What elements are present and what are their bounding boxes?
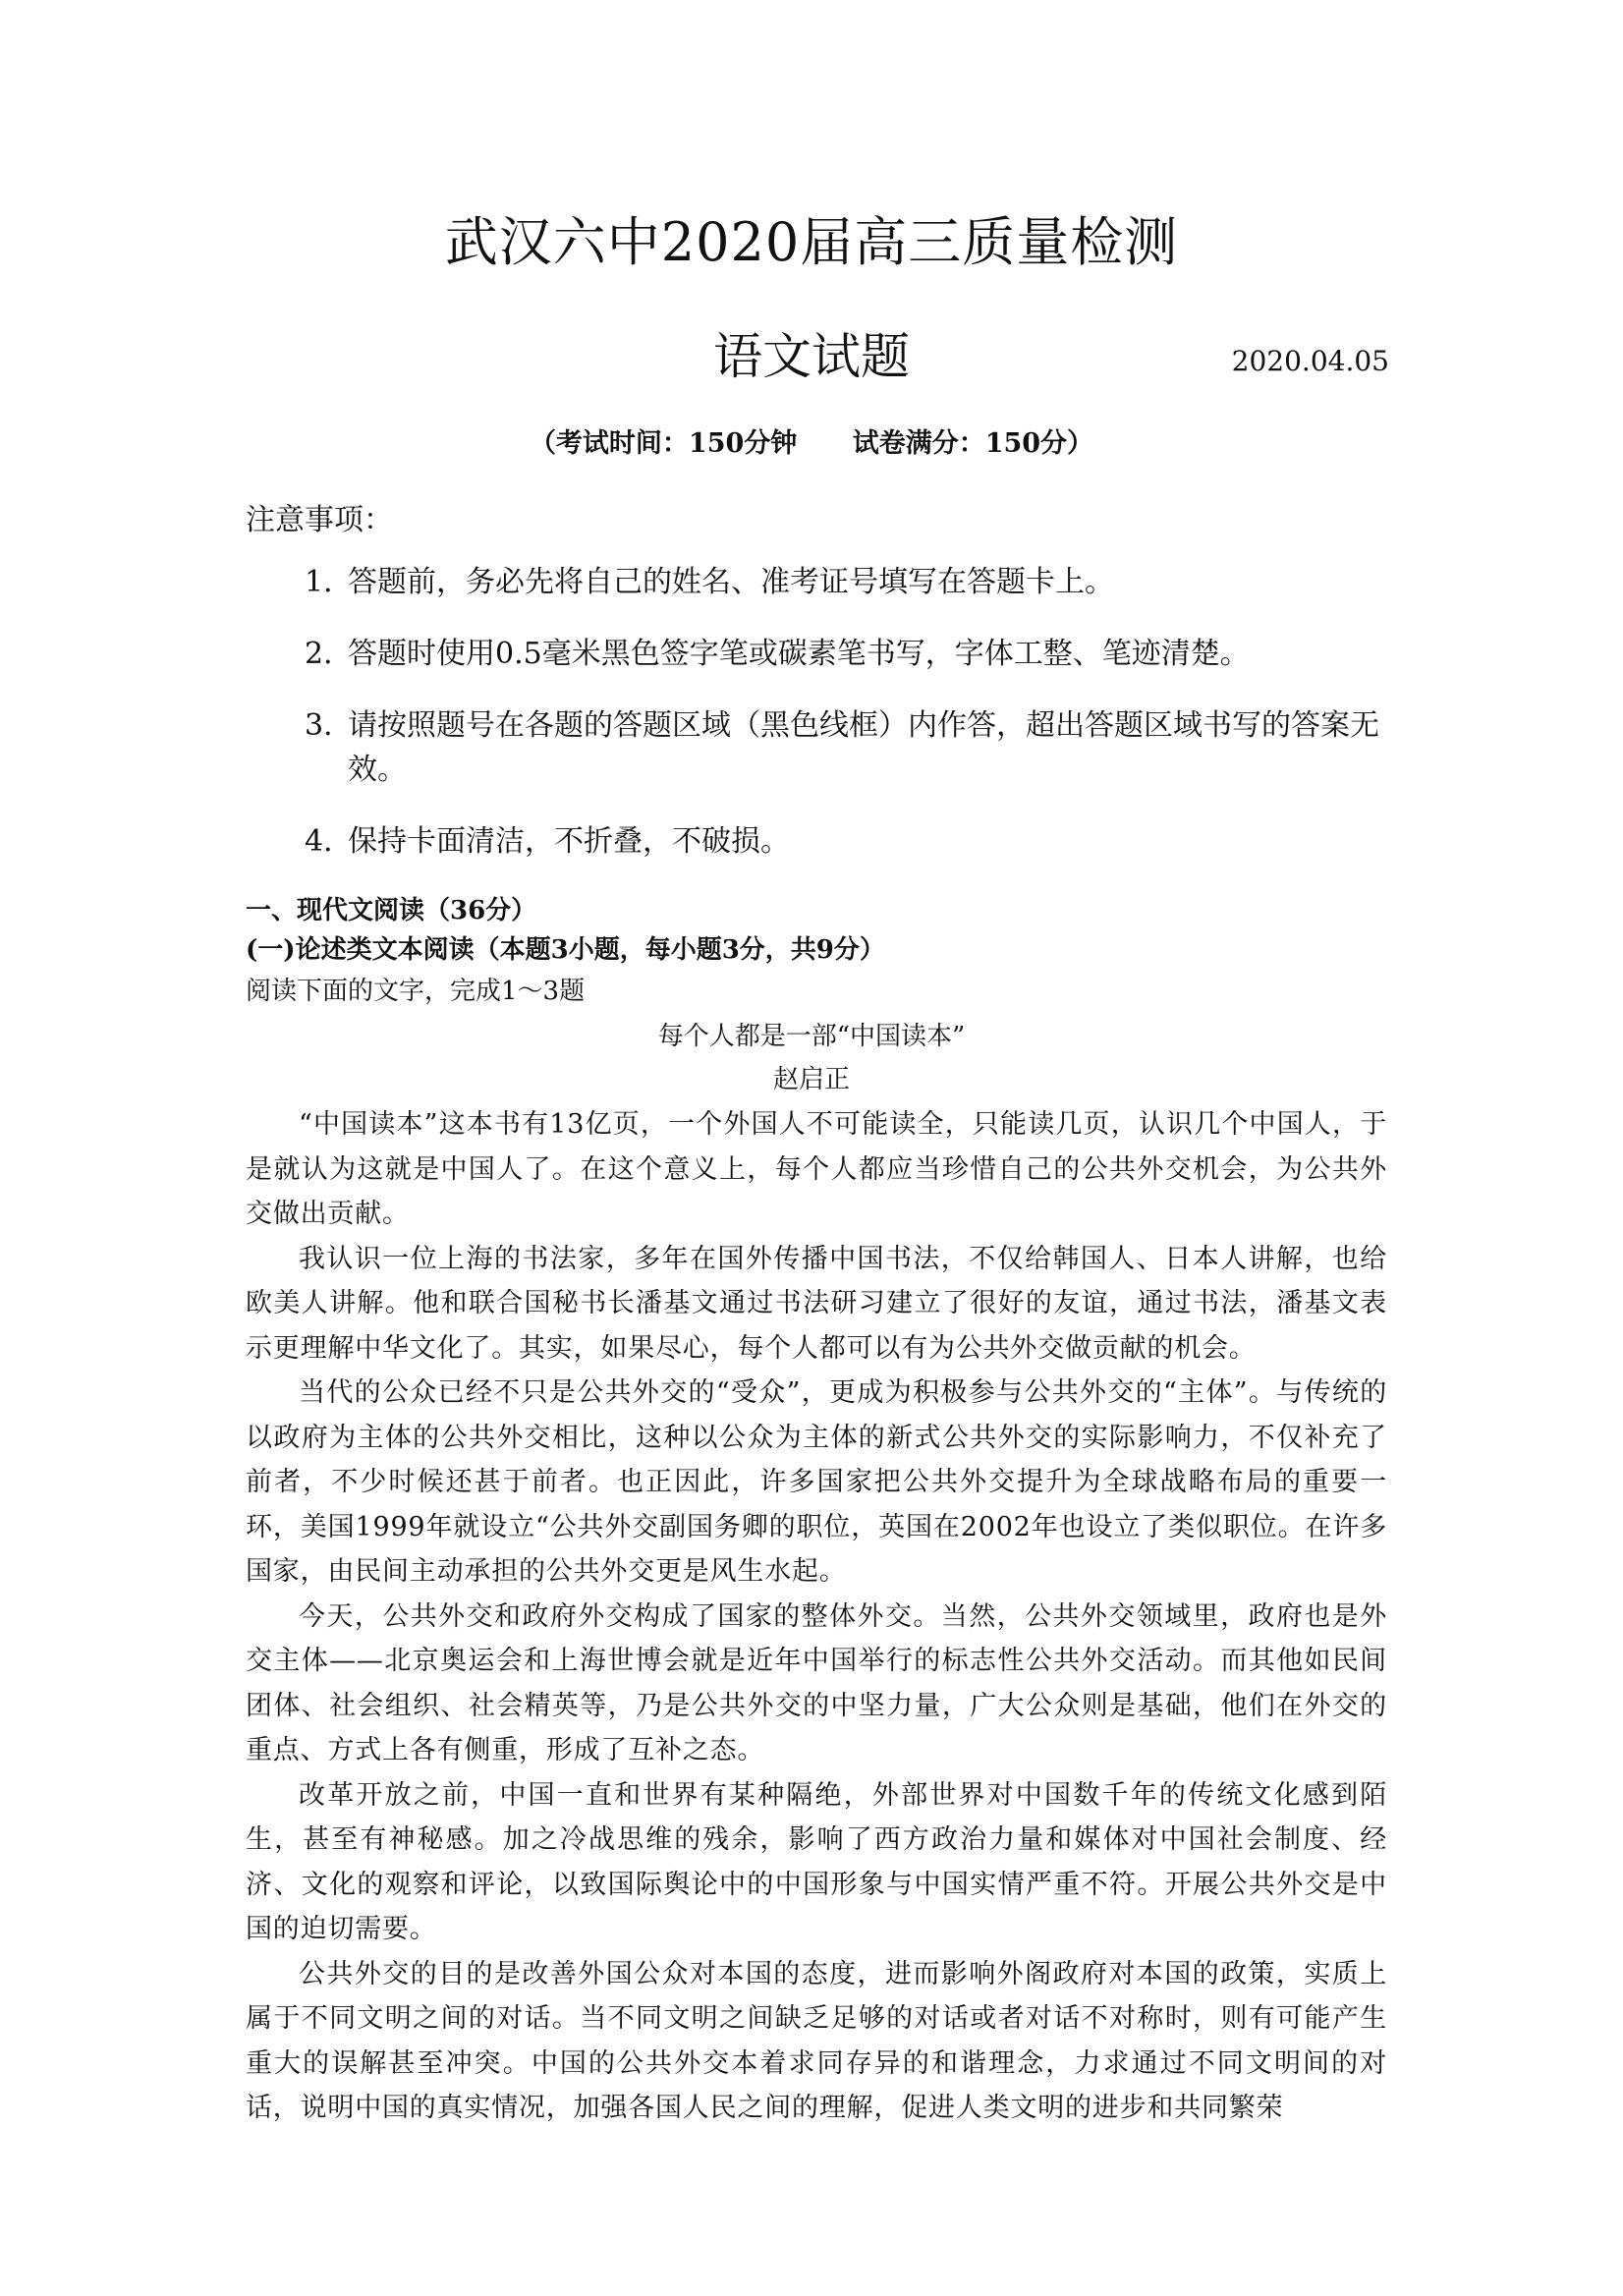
notice-item (305, 703, 1405, 792)
notice-item (305, 632, 1405, 676)
notice-item-number: 3． (305, 708, 354, 743)
section-title: 一、现代文阅读（36分） (246, 896, 537, 925)
exam-title: 武汉六中2020届高三质量检测 (444, 211, 1179, 273)
article-paragraph: 今天，公共外交和政府外交构成了国家的整体外交。当然，公共外交领域里，政府也是外交主体——北京奥运会和上海世博会就是近年中国举行的标志性公共外交活动。而其他如民间团体、社会组织、社会精英等，乃是公共外交的中坚力量，广大公众则是基础，他们在外交的重点、方式上各有侧重，形成了互补之态。 (246, 1600, 1387, 1765)
article-title: 每个人都是一部“中国读本” (657, 1022, 966, 1051)
notice-heading: 注意事项： (246, 503, 393, 537)
exam-info: （考试时间：150分钟 试卷满分：150分） (529, 428, 1094, 459)
notice-item-text: 答题时使用0.5毫米黑色签字笔或碳素笔书写，字体工整、笔迹清楚。 (348, 637, 1250, 671)
article-paragraph: “中国读本”这本书有13亿页，一个外国人不可能读全，只能读几页，认识几个中国人，于是就认为这就是中国人了。在这个意义上，每个人都应当珍惜自己的公共外交机会，为公共外交做出贡献。 (246, 1109, 1387, 1229)
subsection-title: (一)论述类文本阅读（本题3小题，每小题3分，共9分） (246, 935, 885, 965)
notice-item-text: 保持卡面清洁，不折叠，不破损。 (348, 824, 790, 859)
article-paragraph: 我认识一位上海的书法家，多年在国外传播中国书法，不仅给韩国人、日本人讲解，也给欧美人讲解。他和联合国秘书长潘基文通过书法研习建立了很好的友谊，通过书法，潘基文表示更理解中华文化了。其实，如果尽心，每个人都可以有为公共外交做贡献的机会。 (246, 1243, 1387, 1364)
article-paragraph: 当代的公众已经不只是公共外交的“受众”，更成为积极参与公共外交的“主体”。与传统的以政府为主体的公共外交相比，这种以公众为主体的新式公共外交的实际影响力，不仅补充了前者，不少时候还甚于前者。也正因此，许多国家把公共外交提升为全球战略布局的重要一环，美国1999年就设立“公共外交副国务卿的职位，英国在2002年也设立了类似职位。在许多国家，由民间主动承担的公共外交更是风生水起。 (246, 1377, 1387, 1587)
article-paragraph: 公共外交的目的是改善外国公众对本国的态度，进而影响外阁政府对本国的政策，实质上属于不同文明之间的对话。当不同文明之间缺乏足够的对话或者对话不对称时，则有可能产生重大的误解甚至冲突。中国的公共外交本着求同存异的和谐理念，力求通过不同文明间的对话，说明中国的真实情况，加强各国人民之间的理解，促进人类文明的进步和共同繁荣 (246, 1958, 1387, 2123)
exam-date: 2020.04.05 (1231, 345, 1389, 377)
notice-item (305, 819, 1405, 864)
article-body (246, 1102, 1387, 2131)
reading-instruction: 阅读下面的文字，完成1～3题 (246, 977, 586, 1006)
article-author: 赵启正 (772, 1065, 850, 1094)
notice-list (305, 560, 1405, 891)
notice-item-number: 1． (305, 565, 354, 599)
exam-subtitle: 语文试题 (713, 328, 910, 385)
notice-item-text: 答题前，务必先将自己的姓名、准考证号填写在答题卡上。 (348, 565, 1114, 599)
notice-item-number: 4． (305, 824, 354, 859)
notice-item-number: 2． (305, 637, 354, 671)
notice-item (305, 560, 1405, 604)
notice-item-text: 请按照题号在各题的答题区域（黑色线框）内作答，超出答题区域书写的答案无效。 (348, 708, 1379, 787)
article-paragraph: 改革开放之前，中国一直和世界有某种隔绝，外部世界对中国数千年的传统文化感到陌生，甚至有神秘感。加之冷战思维的残余，影响了西方政治力量和媒体对中国社会制度、经济、文化的观察和评论，以致国际舆论中的中国形象与中国实情严重不符。开展公共外交是中国的迫切需要。 (246, 1779, 1387, 1944)
